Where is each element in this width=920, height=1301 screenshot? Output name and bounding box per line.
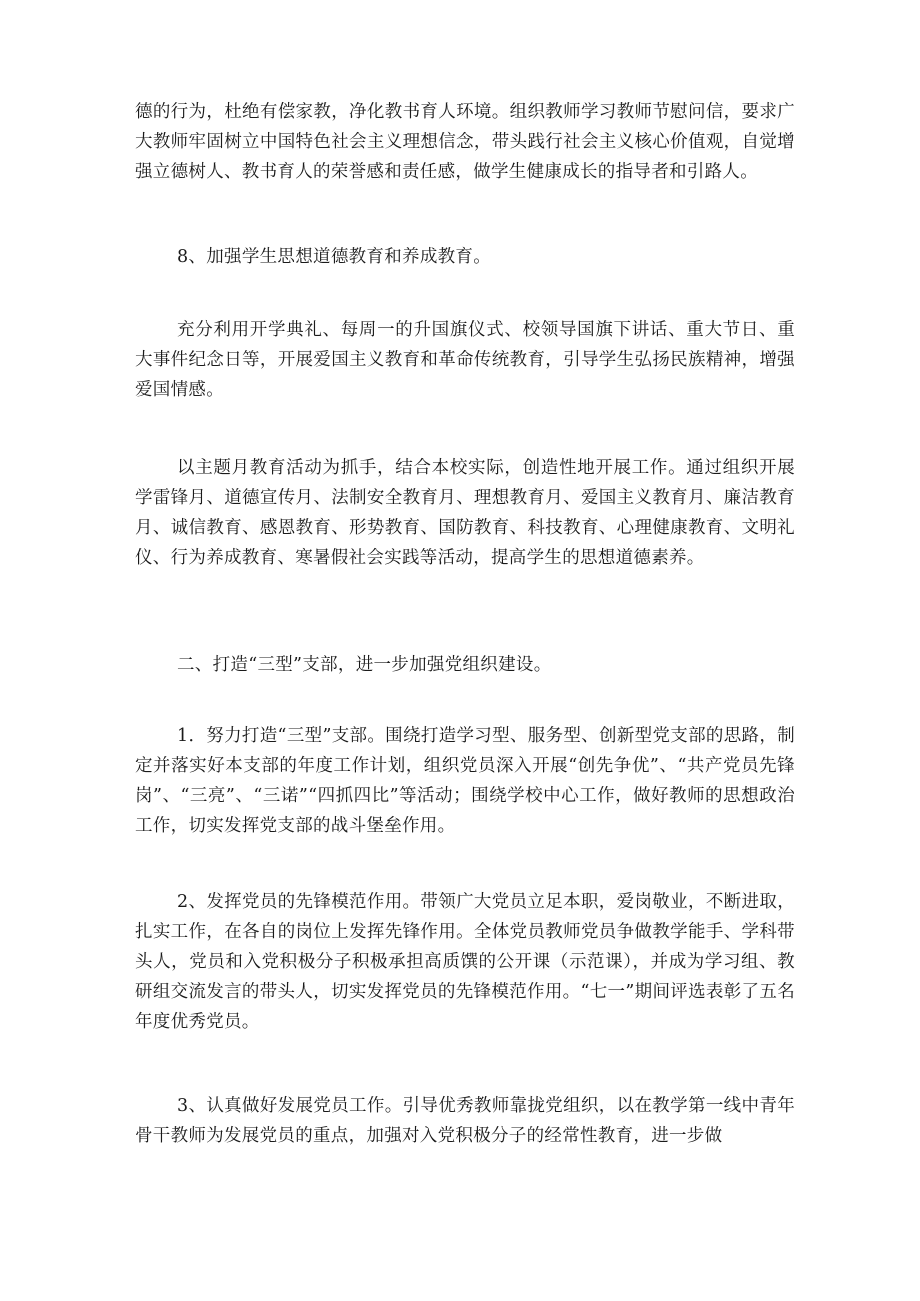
paragraph-theme-month-activities: 以主题月教育活动为抓手，结合本校实际，创造性地开展工作。通过组织开展学雷锋月、道德宣传月、法制安全教育月、理想教育月、爱国主义教育月、廉洁教育月、诚信教育、感恩教育、形势教育、国防教育、科技教育、心理健康教育、文明礼仪、行为养成教育、寒暑假社会实践等活动，提高学生的思想道德素养。 [135,458,795,568]
paragraph-item-1: 1．努力打造“三型”支部。围绕打造学习型、服务型、创新型党支部的思路，制定并落实好本支部的年度工作计划，组织党员深入开展“创先争优”、“共产党员先锋岗”、“三亮”、“三诺”“四抓四比”等活动；围绕学校中心工作，做好教师的思想政治工作，切实发挥党支部的战斗堡垒作用。 [135,726,795,836]
paragraph-item-2: 2、发挥党员的先锋模范作用。带领广大党员立足本职，爱岗敬业，不断进取，扎实工作，在各自的岗位上发挥先锋作用。全体党员教师党员争做教学能手、学科带头人，党员和入党积极分子积极承担高质馔的公开课（示范课），并成为学习组、教研组交流发言的带头人，切实发挥党员的先锋模范作用。“七一”期间评选表彰了五名年度优秀党员。 [135,892,795,1032]
paragraph-teacher-ethics: 德的行为，杜绝有偿家教，净化教书育人环境。组织教师学习教师节慰问信，要求广大教师牢固树立中国特色社会主义理想信念，带头践行社会主义核心价值观，自觉增强立德树人、教书育人的荣誉感和责任感，做学生健康成长的指导者和引路人。 [135,102,795,182]
paragraph-patriotic-education: 充分利用开学典礼、每周一的升国旗仪式、校领导国旗下讲话、重大节日、重大事件纪念日等，开展爱国主义教育和革命传统教育，引导学生弘扬民族精神，增强爱国情感。 [135,320,795,400]
heading-item-8: 8、加强学生思想道德教育和养成教育。 [177,247,492,267]
paragraph-item-3: 3、认真做好发展党员工作。引导优秀教师靠拢党组织，以在教学第一线中青年骨干教师为发展党员的重点，加强对入党积极分子的经常性教育，进一步做 [135,1096,795,1146]
section-heading-two: 二、打造“三型”支部，进一步加强党组织建设。 [177,655,552,675]
